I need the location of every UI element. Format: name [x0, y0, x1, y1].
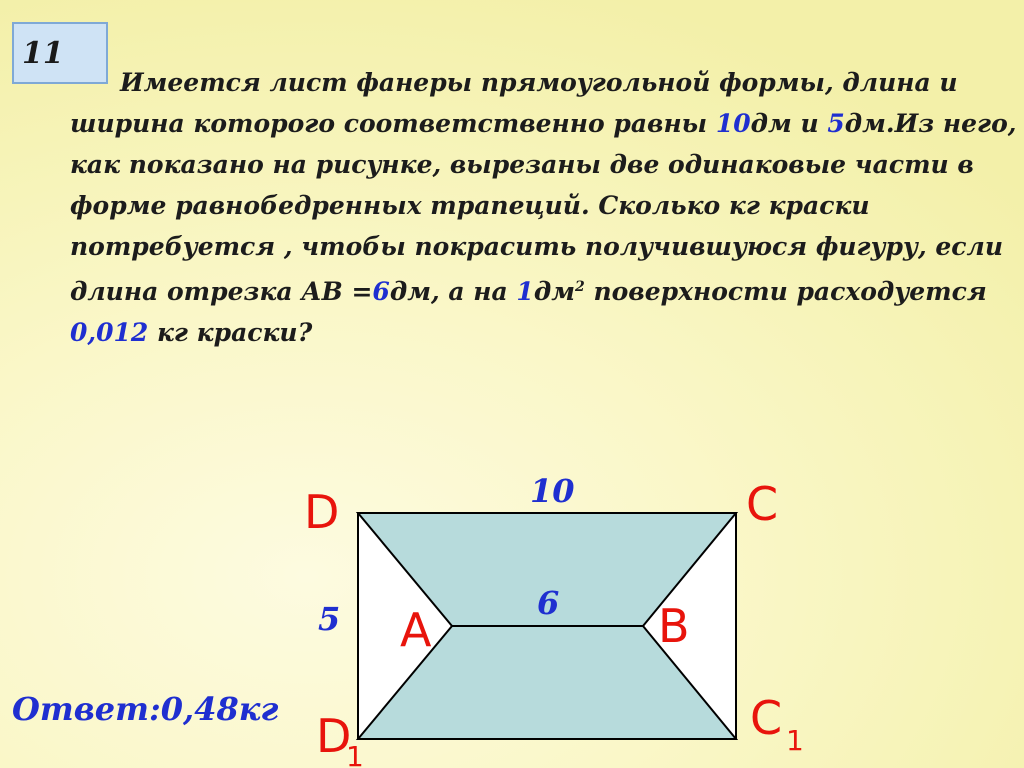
length-value: 10 [715, 109, 751, 138]
problem-text-part: кг краски? [148, 318, 313, 347]
problem-text-part: дм.Из него, как показано на рисунке, вырезаны две одинаковые части в форме равнобедренных трапеций. Сколько кг краски потребуется , чтобы покрасить получившуюся фигуру, если длина отрезка АВ = [70, 109, 1017, 306]
vertex-label-d1: D [316, 709, 352, 763]
length-dimension-label: 10 [530, 472, 575, 510]
vertex-label-d: D [304, 485, 340, 539]
vertex-label-d1-subscript: 1 [346, 740, 364, 768]
problem-text-part: поверхности расходуется [584, 277, 987, 306]
vertex-label-c1: C [750, 691, 783, 745]
vertex-label-c1-subscript: 1 [786, 724, 804, 757]
square-superscript: 2 [574, 279, 585, 295]
problem-text-part: Имеется лист фанеры прямоугольной формы, длина и ширина которого соответственно равны [70, 68, 958, 138]
width-value: 5 [827, 109, 845, 138]
point-label-a: A [400, 603, 432, 657]
problem-text-part: дм [533, 277, 575, 306]
answer-text: Ответ:0,48кг [12, 690, 279, 728]
problem-number: 11 [22, 36, 64, 71]
problem-text-part: дм, а на [389, 277, 517, 306]
vertex-label-c: C [746, 477, 779, 531]
problem-text-part: дм и [750, 109, 828, 138]
ab-value: 6 [372, 277, 390, 306]
ab-dimension-label: 6 [537, 584, 560, 622]
paint-rate-value: 0,012 [70, 318, 149, 347]
area-unit-value: 1 [516, 277, 534, 306]
width-dimension-label: 5 [318, 600, 341, 638]
point-label-b: B [658, 599, 690, 653]
